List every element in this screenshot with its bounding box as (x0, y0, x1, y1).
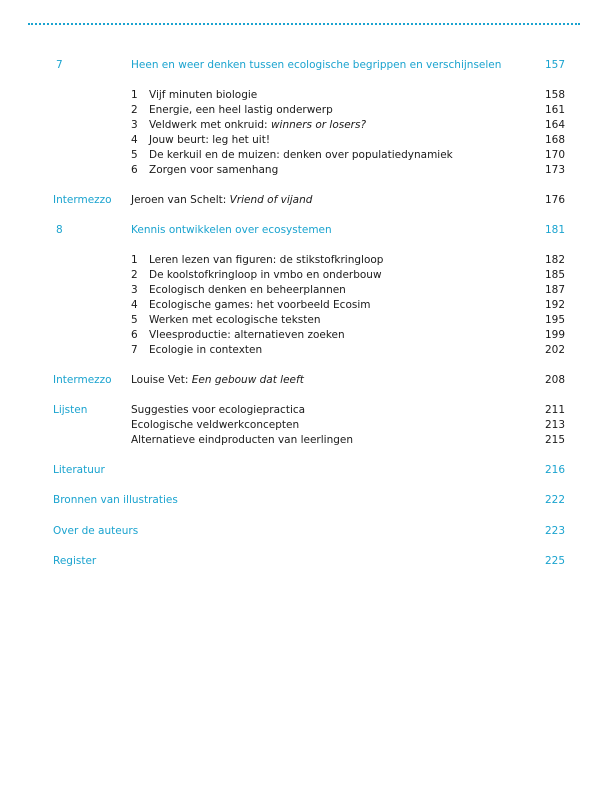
intermezzo-title (131, 373, 304, 387)
top-dotted-rule (28, 23, 580, 25)
page-number: 161 (544, 104, 565, 116)
toc-chapter-8[interactable] (0, 223, 596, 237)
toc-over-de-auteurs[interactable] (0, 524, 596, 538)
toc-list-item[interactable] (0, 418, 596, 432)
item-title: Leren lezen van figuren: de stikstofkringloop (149, 254, 384, 266)
page-number: 199 (544, 329, 565, 341)
item-title: Ecologisch denken en beheerplannen (149, 284, 346, 296)
item-title-italic: winners or losers? (270, 119, 367, 131)
intermezzo-italic: Vriend of vijand (229, 194, 313, 206)
intermezzo-label: Intermezzo (53, 194, 112, 206)
item-number: 7 (131, 344, 138, 356)
toc-item[interactable] (0, 163, 596, 177)
page-number: 225 (544, 555, 565, 567)
toc-item[interactable] (0, 253, 596, 267)
item-title: Zorgen voor samenhang (149, 164, 279, 176)
toc-register[interactable] (0, 554, 596, 568)
item-number: 2 (131, 269, 138, 281)
item-title: Energie, een heel lastig onderwerp (149, 104, 333, 116)
item-number: 4 (131, 299, 138, 311)
toc-item[interactable] (0, 283, 596, 297)
page-number: 182 (544, 254, 565, 266)
item-title: Ecologie in contexten (149, 344, 263, 356)
toc-item[interactable] (0, 328, 596, 342)
list-title: Alternatieve eindproducten van leerlingen (131, 434, 354, 446)
page-number: 208 (544, 374, 565, 386)
page-number: 187 (544, 284, 565, 296)
item-title (149, 118, 366, 132)
page-number: 158 (544, 89, 565, 101)
item-title-text: Veldwerk met onkruid: (149, 119, 271, 131)
page-number: 176 (544, 194, 565, 206)
section-label: Bronnen van illustraties (53, 494, 178, 506)
toc-item[interactable] (0, 88, 596, 102)
page-number: 202 (544, 344, 565, 356)
toc-item[interactable] (0, 343, 596, 357)
item-title: Ecologische games: het voorbeeld Ecosim (149, 299, 371, 311)
page-number: 195 (544, 314, 565, 326)
chapter-title: Kennis ontwikkelen over ecosystemen (131, 224, 332, 236)
toc-intermezzo[interactable] (0, 193, 596, 207)
toc-item[interactable] (0, 133, 596, 147)
item-number: 2 (131, 104, 138, 116)
toc-literatuur[interactable] (0, 463, 596, 477)
intermezzo-author: Jeroen van Schelt: (131, 194, 230, 206)
page-number: 211 (544, 404, 565, 416)
item-number: 3 (131, 284, 138, 296)
item-number: 6 (131, 329, 138, 341)
item-number: 1 (131, 254, 138, 266)
toc-list-item[interactable] (0, 433, 596, 447)
toc-chapter-7[interactable] (0, 58, 596, 72)
section-label: Register (53, 555, 97, 567)
toc-item[interactable] (0, 118, 596, 132)
item-title: Vijf minuten biologie (149, 89, 258, 101)
toc-bronnen[interactable] (0, 493, 596, 507)
page-number: 181 (544, 224, 565, 236)
page-number: 215 (544, 434, 565, 446)
intermezzo-title (131, 193, 312, 207)
item-number: 5 (131, 314, 138, 326)
item-number: 3 (131, 119, 138, 131)
item-title: Jouw beurt: leg het uit! (149, 134, 271, 146)
item-number: 4 (131, 134, 138, 146)
chapter-title: Heen en weer denken tussen ecologische begrippen en verschijnselen (131, 59, 502, 71)
list-title: Ecologische veldwerkconcepten (131, 419, 300, 431)
page-number: 223 (544, 525, 565, 537)
item-number: 5 (131, 149, 138, 161)
page-number: 170 (544, 149, 565, 161)
page-number: 222 (544, 494, 565, 506)
toc-item[interactable] (0, 103, 596, 117)
chapter-number: 7 (56, 59, 63, 71)
item-title: Vleesproductie: alternatieven zoeken (149, 329, 345, 341)
page-number: 173 (544, 164, 565, 176)
list-title: Suggesties voor ecologiepractica (131, 404, 306, 416)
item-title: De koolstofkringloop in vmbo en onderbouw (149, 269, 382, 281)
intermezzo-author: Louise Vet: (131, 374, 192, 386)
item-title: De kerkuil en de muizen: denken over populatiedynamiek (149, 149, 453, 161)
toc-item[interactable] (0, 268, 596, 282)
page-number: 216 (544, 464, 565, 476)
page-number: 213 (544, 419, 565, 431)
toc-item[interactable] (0, 148, 596, 162)
toc-intermezzo[interactable] (0, 373, 596, 387)
chapter-number: 8 (56, 224, 63, 236)
intermezzo-italic: Een gebouw dat leeft (191, 374, 304, 386)
item-number: 1 (131, 89, 138, 101)
item-title: Werken met ecologische teksten (149, 314, 321, 326)
page-number: 164 (544, 119, 565, 131)
page-number: 157 (544, 59, 565, 71)
item-number: 6 (131, 164, 138, 176)
page-number: 185 (544, 269, 565, 281)
toc-item[interactable] (0, 298, 596, 312)
page-number: 192 (544, 299, 565, 311)
section-label: Literatuur (53, 464, 105, 476)
toc-item[interactable] (0, 313, 596, 327)
section-label: Over de auteurs (53, 525, 139, 537)
page-number: 168 (544, 134, 565, 146)
lijsten-label: Lijsten (53, 404, 88, 416)
toc-lijsten[interactable] (0, 403, 596, 417)
intermezzo-label: Intermezzo (53, 374, 112, 386)
